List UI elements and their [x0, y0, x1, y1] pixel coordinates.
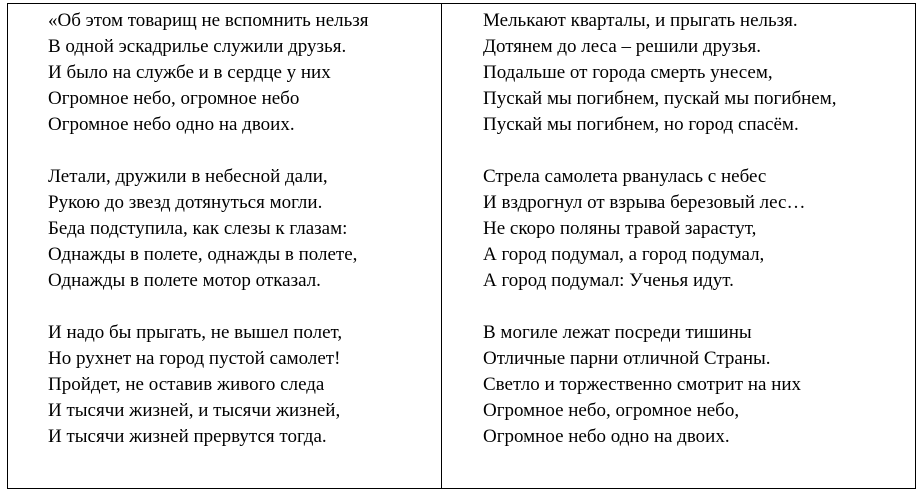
poem-line: Однажды в полете мотор отказал. [48, 270, 321, 291]
poem-line: Пускай мы погибнем, пускай мы погибнем, [483, 88, 837, 109]
poem-line: Отличные парни отличной Страны. [483, 348, 771, 369]
poem-line: А город подумал: Ученья идут. [483, 270, 734, 291]
poem-line: В могиле лежат посреди тишины [483, 322, 752, 343]
stanza [48, 8, 441, 138]
poem-line: Рукою до звезд дотянуться могли. [48, 192, 323, 213]
stanza [483, 164, 915, 294]
poem-column-left [8, 4, 442, 488]
poem-line: Летали, дружили в небесной дали, [48, 166, 328, 187]
poem-line: Огромное небо одно на двоих. [483, 426, 730, 447]
poem-line: В одной эскадрилье служили друзья. [48, 36, 347, 57]
poem-line: Подальше от города смерть унесем, [483, 62, 773, 83]
stanza [48, 320, 441, 450]
stanza [48, 164, 441, 294]
poem-line: И надо бы прыгать, не вышел полет, [48, 322, 343, 343]
stanza [483, 320, 915, 450]
poem-line: И тысячи жизней, и тысячи жизней, [48, 400, 341, 421]
poem-line: «Об этом товарищ не вспомнить нельзя [48, 10, 369, 31]
poem-line: Огромное небо, огромное небо, [483, 400, 740, 421]
poem-line: Не скоро поляны травой зарастут, [483, 218, 757, 239]
poem-line: А город подумал, а город подумал, [483, 244, 765, 265]
poem-line: И тысячи жизней прервутся тогда. [48, 426, 327, 447]
poem-line: Мелькают кварталы, и прыгать нельзя. [483, 10, 798, 31]
poem-line: Стрела самолета рванулась с небес [483, 166, 767, 187]
stanza [483, 8, 915, 138]
poem-line: И вздрогнул от взрыва березовый лес… [483, 192, 806, 213]
poem-line: Пройдет, не оставив живого следа [48, 374, 325, 395]
poem-line: И было на службе и в сердце у них [48, 62, 331, 83]
poem-line: Беда подступила, как слезы к глазам: [48, 218, 348, 239]
poem-line: Огромное небо одно на двоих. [48, 114, 295, 135]
poem-line: Но рухнет на город пустой самолет! [48, 348, 341, 369]
poem-table [7, 3, 916, 489]
poem-line: Пускай мы погибнем, но город спасём. [483, 114, 799, 135]
poem-line: Огромное небо, огромное небо [48, 88, 300, 109]
poem-line: Светло и торжественно смотрит на них [483, 374, 802, 395]
poem-line: Однажды в полете, однажды в полете, [48, 244, 358, 265]
poem-line: Дотянем до леса – решили друзья. [483, 36, 761, 57]
poem-column-right [442, 4, 915, 488]
